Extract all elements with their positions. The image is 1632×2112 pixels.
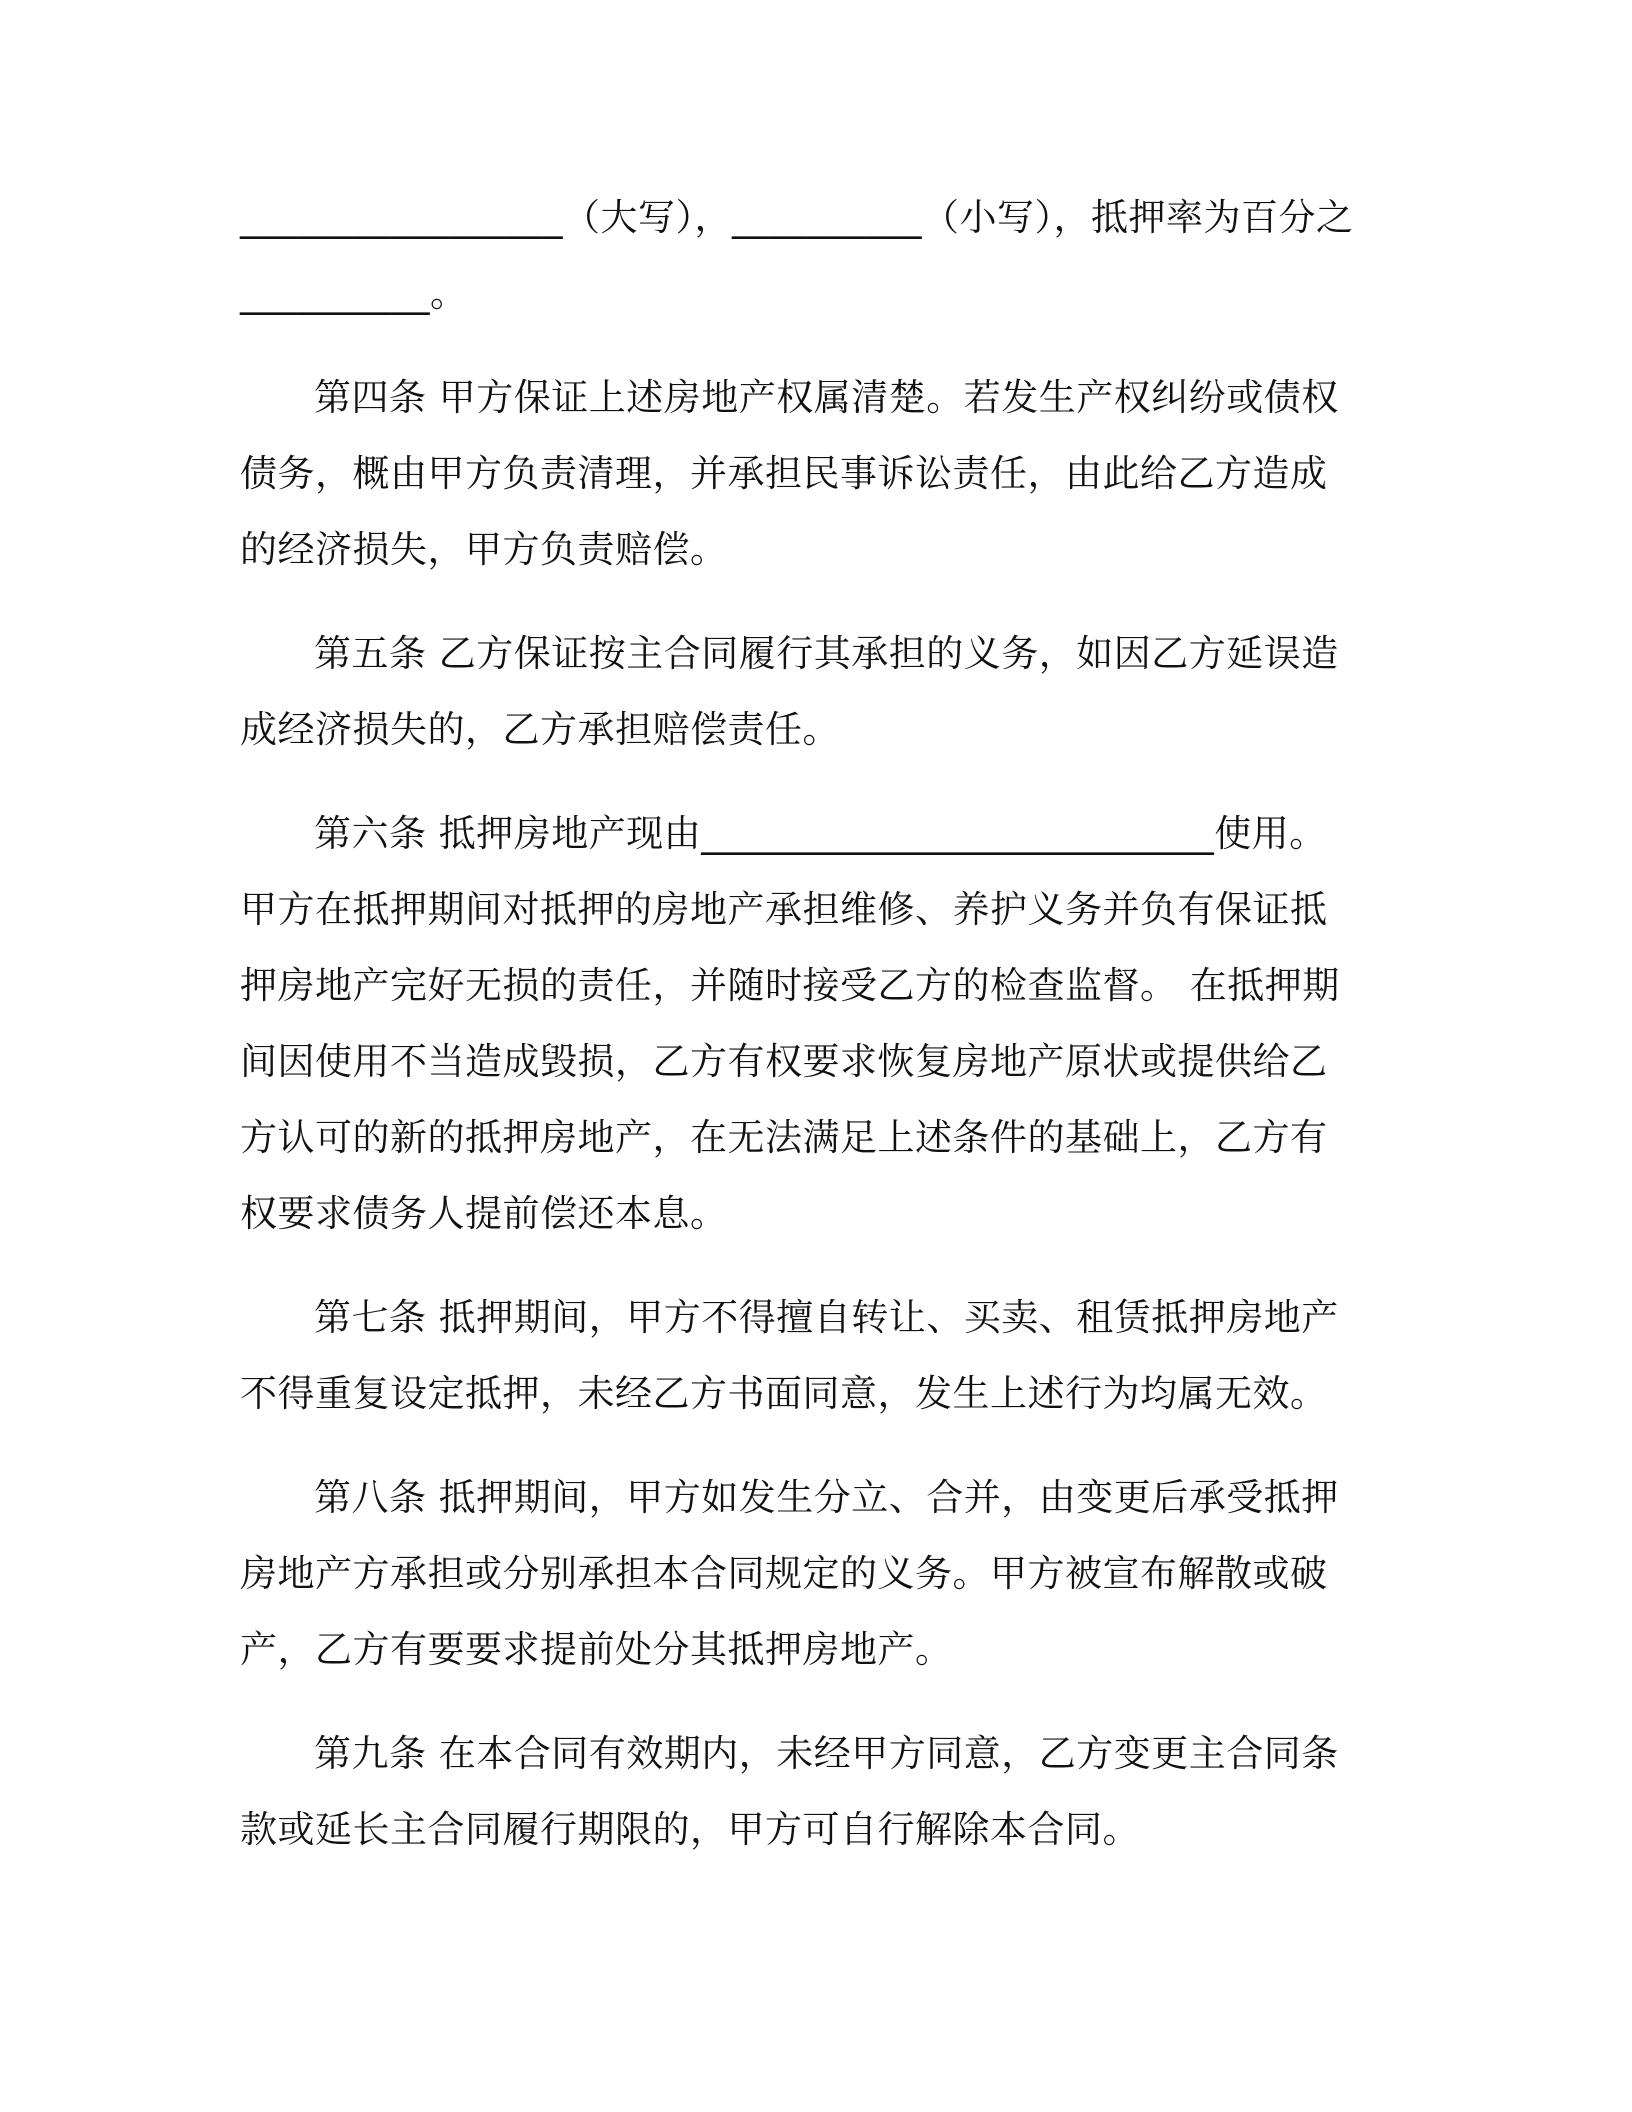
paragraph-article-8: 第八条 抵押期间，甲方如发生分立、合并，由变更后承受抵押房地产方承担或分别承担本合同规定的义务。甲方被宣布解散或破产，乙方有要要求提前处分其抵押房地产。 bbox=[240, 1476, 1339, 1671]
paragraph-gap bbox=[240, 332, 1360, 360]
paragraph-gap bbox=[240, 1688, 1360, 1716]
paragraph-article-9: 第九条 在本合同有效期内，未经甲方同意，乙方变更主合同条款或延长主合同履行期限的，甲方可自行解除本合同。 bbox=[240, 1732, 1339, 1851]
paragraph-gap bbox=[240, 588, 1360, 616]
paragraph-gap bbox=[240, 768, 1360, 796]
document-page bbox=[240, 180, 1360, 1868]
paragraph-gap bbox=[240, 1432, 1360, 1460]
paragraph-article-5: 第五条 乙方保证按主合同履行其承担的义务，如因乙方延误造成经济损失的，乙方承担赔偿责任。 bbox=[240, 632, 1339, 751]
paragraph-gap bbox=[240, 1252, 1360, 1280]
paragraph-article-6: 第六条 抵押房地产现由___________________________使用。甲方在抵押期间对抵押的房地产承担维修、养护义务并负有保证抵押房地产完好无损的责任，并随时接受乙方的检查监督。 在抵押期间因使用不当造成毁损，乙方有权要求恢复房地产原状或提供给乙方认可的新的抵押房地产，在无法满足上述条件的基础上，乙方有权要求债务人提前偿还本息。 bbox=[240, 812, 1340, 1235]
paragraph-amount-clause: _________________（大写），__________（小写），抵押率为百分之__________。 bbox=[240, 196, 1354, 315]
paragraph-article-4: 第四条 甲方保证上述房地产权属清楚。若发生产权纠纷或债权债务，概由甲方负责清理，并承担民事诉讼责任，由此给乙方造成的经济损失，甲方负责赔偿。 bbox=[240, 376, 1339, 571]
paragraph-article-7: 第七条 抵押期间，甲方不得擅自转让、买卖、租赁抵押房地产不得重复设定抵押，未经乙方书面同意，发生上述行为均属无效。 bbox=[240, 1296, 1339, 1415]
